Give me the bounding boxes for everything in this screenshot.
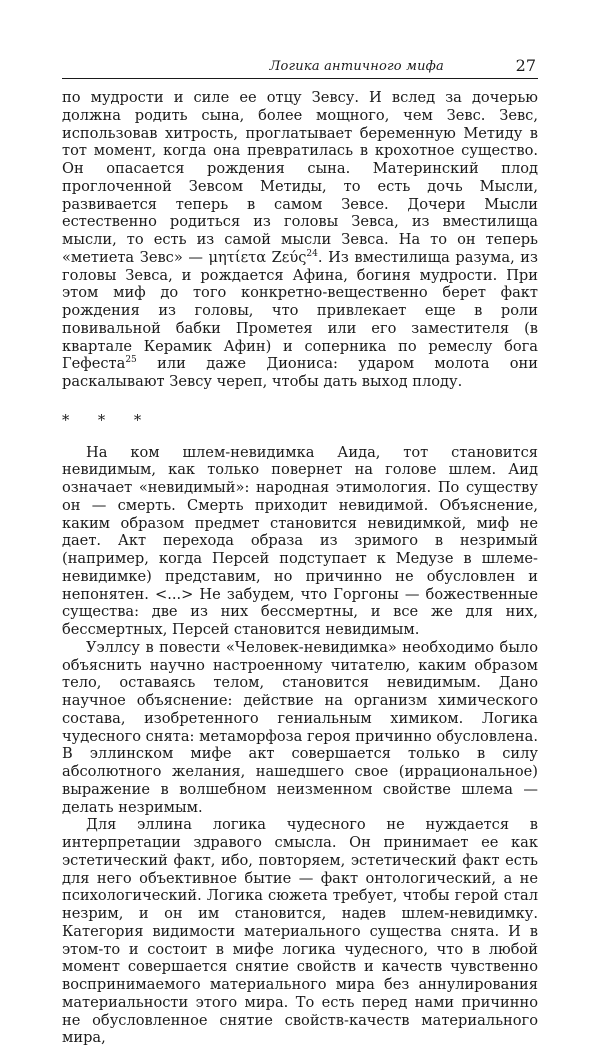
book-page xyxy=(62,50,538,1047)
paragraph-text: по мудрости и силе ее отцу Зевсу. И вслед за дочерью должна родить сына, более мощного, чем Зевс. Зевс, использовав хитрость, проглатывает беременную Метиду в тот момент, когда она превратилась в крохотное существо. Он опасается рождения сына. Материнский плод проглоченной Зевсом Метиды, то есть дочь Мысли, развивается теперь в самом Зевсе. Дочери Мысли естественно родиться из головы Зевса, из вместилища мысли, то есть из самой мысли Зевса. На то он теперь «метиета Зевс» — μητίετα Ζεύς xyxy=(62,89,538,266)
paragraph-text: . Из вместилища разума, из головы Зевса, и рождается Афина, богиня мудрости. При этом миф до того конкретно-вещественно берет факт рождения из головы, что привлекает еще в роли повивальной бабки Прометея или его заместителя (в квартале Керамик Афин) и соперника по ремеслу бога Гефеста xyxy=(62,248,538,373)
paragraph: Уэллсу в повести «Человек-невидимка» необходимо было объяснить научно настроенному читателю, каким образом тело, оставаясь телом, становится невидимым. Дано научное объяснение: действие на организм химического состава, изобретенного гениальным химиком. Логика чудесного снята: метаморфоза героя причинно обусловлена. В эллинском мифе акт совершается только в силу абсолютного желания, нашедшего свое (иррациональное) выражение в волшебном неизменном свойстве шлема — делать незримым. xyxy=(62,638,538,816)
paragraph: Для эллина логика чудесного не нуждается в интерпретации здравого смысла. Он принимает ее как эстетический факт, ибо, повторяем, эстетический факт есть для него объективное бытие — факт онтологический, а не психологический. Логика сюжета требует, чтобы герой стал незрим, и он им становится, надев шлем-невидимку. Категория видимости материального существа снята. И в этом-то и состоит в мифе логика чудесного, что в любой момент совершается снятие свойств и качеств чувственно воспринимаемого материального мира без аннулирования материальности этого мира. То есть перед нами причинно не обусловленное снятие свойств-качеств материального мира, xyxy=(62,816,538,1047)
page-number: 27 xyxy=(515,56,536,75)
running-header xyxy=(62,50,538,79)
paragraph-text: или даже Диониса: ударом молота они раскалывают Зевсу череп, чтобы дать выход плоду. xyxy=(62,355,538,390)
body-text xyxy=(62,89,538,1047)
running-title: Логика античного мифа xyxy=(269,59,444,74)
paragraph: На ком шлем-невидимка Аида, тот становится невидимым, как только повернет на голове шлем. Аид означает «невидимый»: народная этимология. По существу он — смерть. Смерть приходит невидимой. Объяснение, каким образом предмет становится невидимкой, миф не дает. Акт перехода образа из зримого в незримый (например, когда Персей подступает к Медузе в шлеме-невидимке) представим, но причинно не обусловлен и непонятен. <...> Не забудем, что Горгоны — божественные существа: две из них бессмертны, и все же для них, бессмертных, Персей становится невидимым. xyxy=(62,443,538,638)
footnote-marker: 25 xyxy=(125,355,137,366)
section-separator: * * * xyxy=(62,411,154,429)
paragraph-continuation xyxy=(62,89,538,391)
footnote-marker: 24 xyxy=(306,248,318,259)
